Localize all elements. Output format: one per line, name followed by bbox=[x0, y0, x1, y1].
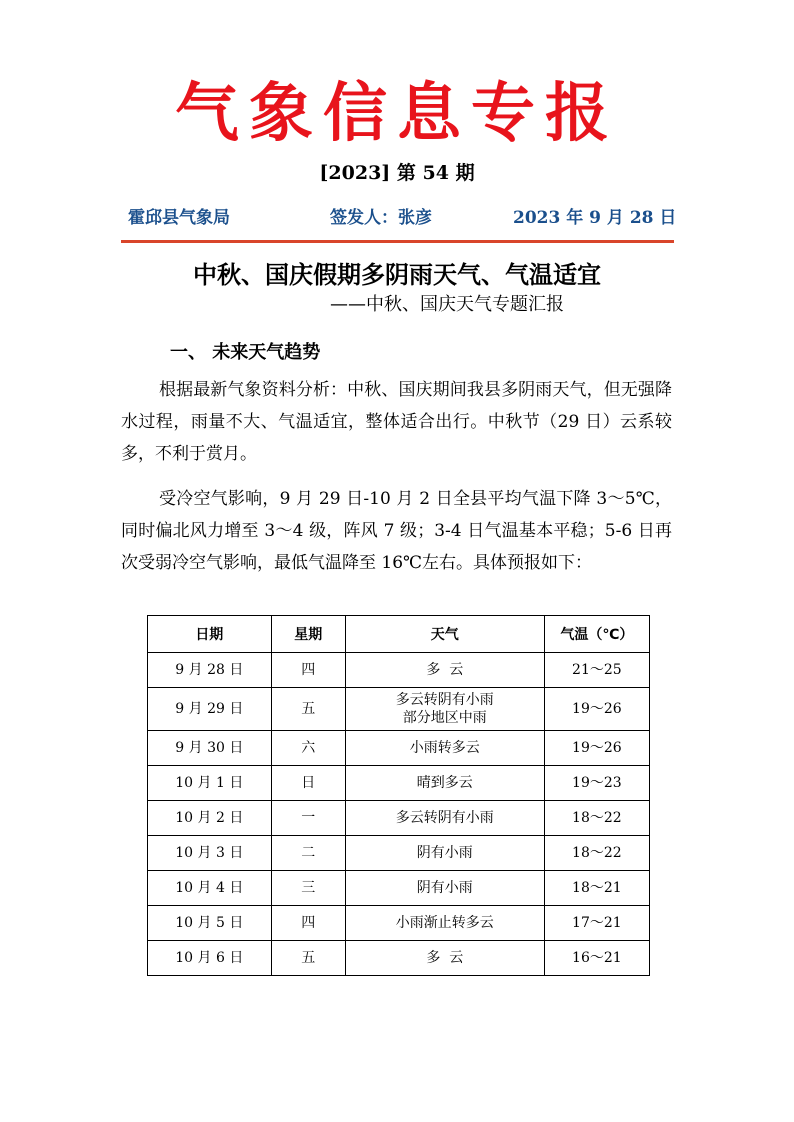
cell-date: 10 月 5 日 bbox=[148, 906, 272, 941]
header-date: 日期 bbox=[148, 616, 272, 653]
table-header-row bbox=[148, 616, 650, 653]
cell-weekday: 一 bbox=[271, 801, 345, 836]
table-row bbox=[148, 836, 650, 871]
cell-date: 9 月 28 日 bbox=[148, 653, 272, 688]
cell-weather bbox=[345, 653, 544, 688]
forecast-table bbox=[147, 615, 650, 976]
header-temperature: 气温（℃） bbox=[544, 616, 649, 653]
table-row bbox=[148, 731, 650, 766]
cell-weather: 晴到多云 bbox=[345, 766, 544, 801]
issuing-agency: 霍邱县气象局 bbox=[128, 208, 230, 228]
cell-date: 10 月 6 日 bbox=[148, 941, 272, 976]
cell-date: 10 月 1 日 bbox=[148, 766, 272, 801]
cell-date: 9 月 30 日 bbox=[148, 731, 272, 766]
cell-weather: 小雨转多云 bbox=[345, 731, 544, 766]
section-title: 一、 未来天气趋势 bbox=[170, 342, 321, 363]
cell-temperature: 21～25 bbox=[544, 653, 649, 688]
weather-text-secondary: 部分地区中雨 bbox=[402, 710, 487, 726]
cell-weather: 多云转阴有小雨 bbox=[345, 801, 544, 836]
issue-number: [2023] 第 54 期 bbox=[319, 162, 475, 184]
cell-temperature: 18～22 bbox=[544, 801, 649, 836]
cell-date: 10 月 4 日 bbox=[148, 871, 272, 906]
cell-temperature: 19～23 bbox=[544, 766, 649, 801]
cell-weekday: 五 bbox=[271, 688, 345, 731]
table-row bbox=[148, 801, 650, 836]
table-row bbox=[148, 766, 650, 801]
table-row bbox=[148, 906, 650, 941]
cell-weather bbox=[345, 688, 544, 731]
cell-temperature: 19～26 bbox=[544, 731, 649, 766]
cell-weekday: 六 bbox=[271, 731, 345, 766]
masthead-title: 气象信息专报 bbox=[175, 76, 619, 151]
paragraph: 根据最新气象资料分析：中秋、国庆期间我县多阴雨天气，但无强降水过程，雨量不大、气温适宜，整体适合出行。中秋节（29 日）云系较多，不利于赏月。 bbox=[121, 380, 672, 464]
weather-text: 多 云 bbox=[426, 950, 464, 966]
weather-text: 多云转阴有小雨 bbox=[395, 692, 494, 708]
header-weather: 天气 bbox=[345, 616, 544, 653]
table-row bbox=[148, 688, 650, 731]
header-divider bbox=[121, 240, 674, 243]
cell-temperature: 19～26 bbox=[544, 688, 649, 731]
cell-temperature: 16～21 bbox=[544, 941, 649, 976]
table-row bbox=[148, 871, 650, 906]
subtitle: ——中秋、国庆天气专题汇报 bbox=[330, 294, 564, 315]
cell-date: 10 月 3 日 bbox=[148, 836, 272, 871]
cell-weather: 阴有小雨 bbox=[345, 836, 544, 871]
cell-weekday: 四 bbox=[271, 653, 345, 688]
cell-weather: 小雨渐止转多云 bbox=[345, 906, 544, 941]
cell-weekday: 日 bbox=[271, 766, 345, 801]
table-row bbox=[148, 653, 650, 688]
issue-date: 2023 年 9 月 28 日 bbox=[513, 208, 677, 228]
cell-weather: 阴有小雨 bbox=[345, 871, 544, 906]
headline: 中秋、国庆假期多阴雨天气、气温适宜 bbox=[193, 261, 601, 289]
weather-text: 多 云 bbox=[426, 662, 464, 678]
table-row bbox=[148, 941, 650, 976]
cell-temperature: 17～21 bbox=[544, 906, 649, 941]
paragraph: 受冷空气影响，9 月 29 日-10 月 2 日全县平均气温下降 3～5℃，同时偏北风力增至 3～4 级，阵风 7 级；3-4 日气温基本平稳；5-6 日再次受弱冷空气影响，最低气温降至 16℃左右。具体预报如下： bbox=[121, 489, 672, 573]
cell-temperature: 18～21 bbox=[544, 871, 649, 906]
signer: 签发人：张彦 bbox=[330, 208, 432, 228]
header-weekday: 星期 bbox=[271, 616, 345, 653]
cell-weekday: 四 bbox=[271, 906, 345, 941]
cell-temperature: 18～22 bbox=[544, 836, 649, 871]
issuer-row bbox=[128, 203, 677, 229]
cell-weekday: 三 bbox=[271, 871, 345, 906]
cell-weekday: 五 bbox=[271, 941, 345, 976]
cell-date: 10 月 2 日 bbox=[148, 801, 272, 836]
cell-date: 9 月 29 日 bbox=[148, 688, 272, 731]
cell-weekday: 二 bbox=[271, 836, 345, 871]
cell-weather bbox=[345, 941, 544, 976]
